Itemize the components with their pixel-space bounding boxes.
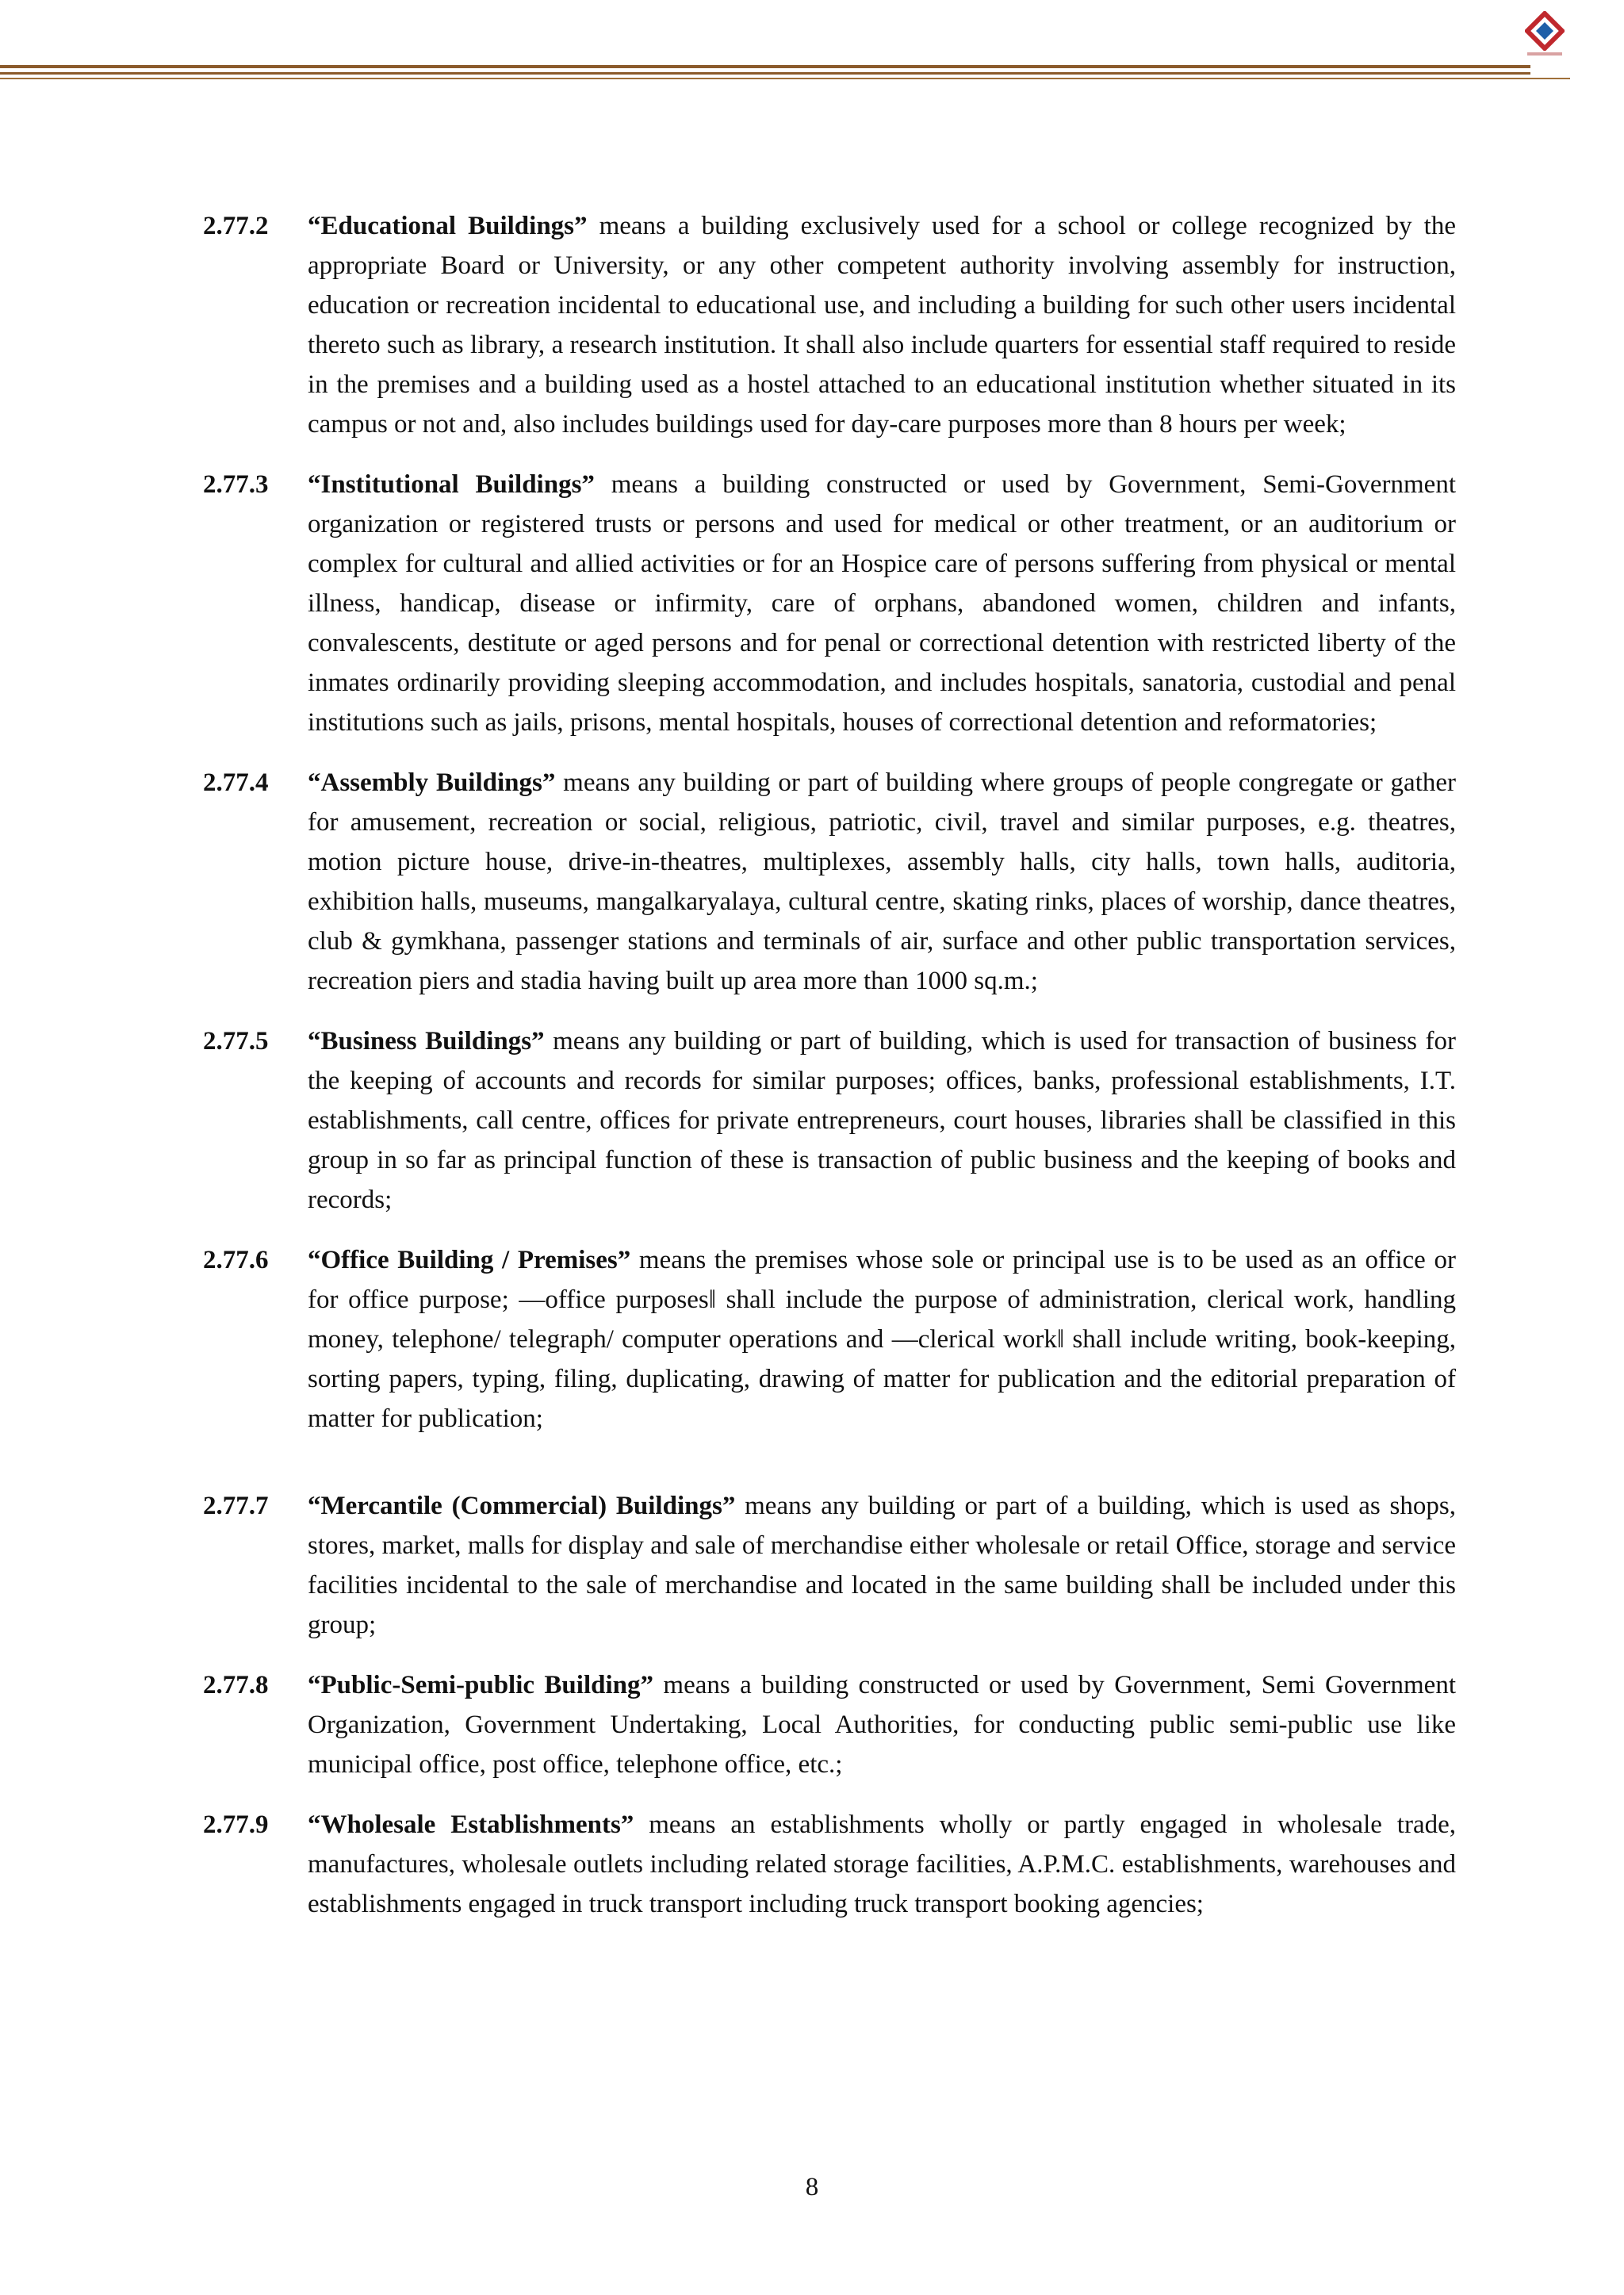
definition-number: 2.77.2 [203, 212, 269, 240]
definition-term: “Public-Semi-public Building” [308, 1671, 653, 1699]
page-number: 8 [805, 2173, 819, 2201]
definition-term: “Wholesale Establishments” [308, 1810, 634, 1839]
definition-item [203, 1805, 1456, 1924]
definition-number: 2.77.5 [203, 1027, 269, 1056]
definition-text: means any building or part of a building, which is used as shops, stores, market, malls for display and sale of merchandise either wholesale or retail Office, storage and service facilities incidental to the sale of merchandise and located in the same building shall be included under this group; [308, 1492, 1456, 1639]
definition-term: “Institutional Buildings” [308, 470, 595, 499]
definition-text: means the premises whose sole or principal use is to be used as an office or for office purpose; ―office purposes‖ shall include the purpose of administration, clerical work, handling money, telephone/ telegraph/ computer operations and ―clerical work‖ shall include writing, book-keeping, sorting papers, typing, filing, duplicating, drawing of matter for publication and the editorial preparation of matter for publication; [308, 1246, 1456, 1433]
diamond-logo-icon [1519, 11, 1571, 56]
definition-text: means any building or part of building where groups of people congregate or gather for amusement, recreation or social, religious, patriotic, civil, travel and similar purposes, e.g. theatres, motion picture house, drive-in-theatres, multiplexes, assembly halls, city halls, town halls, auditoria, exhibition halls, museums, mangalkaryalaya, cultural centre, skating rinks, places of worship, dance theatres, club & gymkhana, passenger stations and terminals of air, surface and other public transportation services, recreation piers and stadia having built up area more than 1000 sq.m.; [308, 768, 1456, 995]
definition-text: means a building constructed or used by Government, Semi-Government organization or registered trusts or persons and used for medical or other treatment, or an auditorium or complex for cultural and allied activities or for an Hospice care of persons suffering from physical or mental illness, handicap, disease or infirmity, care of orphans, abandoned women, children and infants, convalescents, destitute or aged persons and for penal or correctional detention with restricted liberty of the inmates ordinarily providing sleeping accommodation, and includes hospitals, sanatoria, custodial and penal institutions such as jails, prisons, mental hospitals, houses of correctional detention and reformatories; [308, 470, 1456, 737]
definition-number: 2.77.3 [203, 470, 269, 499]
definition-text: means a building exclusively used for a school or college recognized by the appropriate Board or University, or any other competent authority involving assembly for instruction, education or recreation incidental to educational use, and including a building for such other users incidental thereto such as library, a research institution. It shall also include quarters for essential staff required to reside in the premises and a building used as a hostel attached to an educational institution whether situated in its campus or not and, also includes buildings used for day-care purposes more than 8 hours per week; [308, 212, 1456, 439]
definition-body [308, 1021, 1456, 1220]
definition-item [203, 465, 1456, 742]
definition-text: means an establishments wholly or partly engaged in wholesale trade, manufactures, wholesale outlets including related storage facilities, A.P.M.C. establishments, warehouses and establishments engaged in truck transport including truck transport booking agencies; [308, 1810, 1456, 1918]
definition-body [308, 763, 1456, 1001]
logo-text-strip [1527, 52, 1562, 56]
definition-body [308, 1240, 1456, 1439]
definition-number: 2.77.7 [203, 1492, 269, 1520]
definition-item [203, 206, 1456, 444]
definition-text: means any building or part of building, which is used for transaction of business for the keeping of accounts and records for similar purposes; offices, banks, professional establishments, I.T. establishments, call centre, offices for private entrepreneurs, court houses, libraries shall be classified in this group in so far as principal function of these is transaction of public business and the keeping of books and records; [308, 1027, 1456, 1214]
definition-item [203, 1021, 1456, 1220]
definition-number: 2.77.9 [203, 1810, 269, 1839]
definition-body [308, 206, 1456, 444]
definition-item [203, 1486, 1456, 1645]
definition-term: “Assembly Buildings” [308, 768, 556, 797]
definition-term: “Business Buildings” [308, 1027, 545, 1056]
definition-term: “Office Building / Premises” [308, 1246, 631, 1274]
definition-term: “Mercantile (Commercial) Buildings” [308, 1492, 736, 1520]
definition-item [203, 1240, 1456, 1439]
definition-text: means a building constructed or used by Government, Semi Government Organization, Government Undertaking, Local Authorities, for conducting public semi-public use like municipal office, post office, telephone office, etc.; [308, 1671, 1456, 1779]
header-rule-line [0, 65, 1530, 68]
header-rule-line [0, 72, 1530, 75]
definition-number: 2.77.6 [203, 1246, 269, 1274]
header-rule-line [0, 78, 1570, 79]
definition-item [203, 1665, 1456, 1784]
definitions-list [203, 206, 1456, 1944]
definition-body [308, 1805, 1456, 1924]
definition-term: “Educational Buildings” [308, 212, 588, 240]
definition-item [203, 763, 1456, 1001]
definition-number: 2.77.8 [203, 1671, 269, 1699]
definition-number: 2.77.4 [203, 768, 269, 797]
definition-body [308, 1486, 1456, 1645]
definition-body [308, 1665, 1456, 1784]
definition-body [308, 465, 1456, 742]
